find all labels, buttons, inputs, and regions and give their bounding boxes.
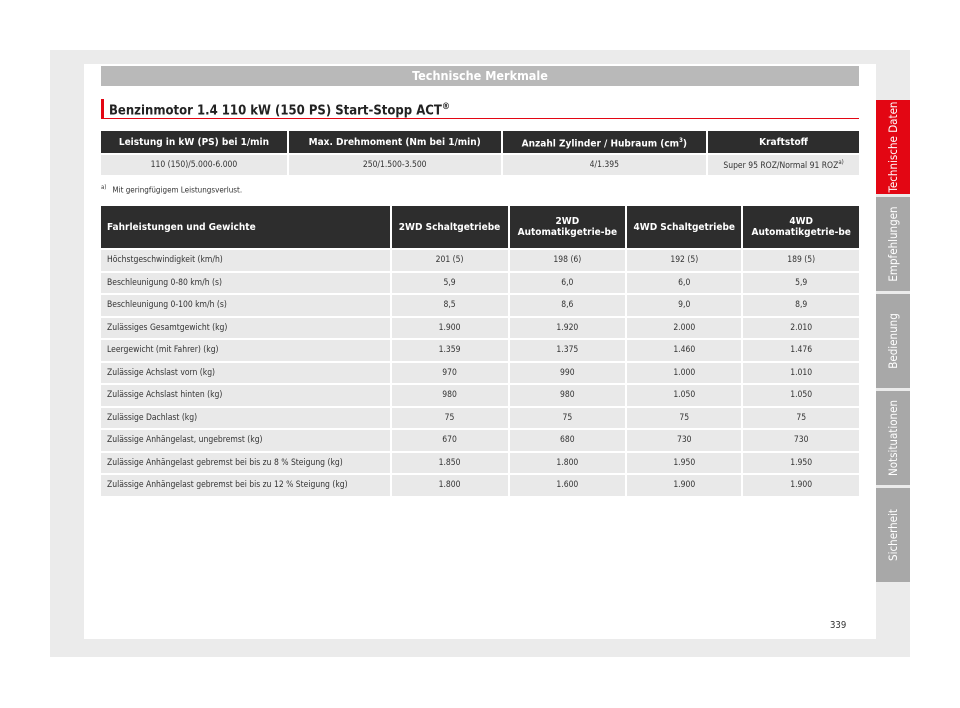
engine-header-torque: Max. Drehmoment (Nm bei 1/min) — [289, 131, 501, 153]
table-cell: 5,9 — [743, 273, 859, 294]
table-cell: 1.900 — [392, 318, 508, 339]
table-row — [101, 273, 859, 294]
table-cell: 198 (6) — [510, 250, 626, 271]
table-row — [101, 453, 859, 474]
table-cell: 730 — [627, 430, 741, 451]
table-cell: 75 — [510, 408, 626, 429]
row-label: Zulässige Dachlast (kg) — [101, 408, 390, 429]
footnote-mark: a) — [101, 184, 107, 191]
engine-cell-power: 110 (150)/5.000-6.000 — [101, 155, 287, 175]
table-row — [101, 385, 859, 406]
perf-header-2wd-manual: 2WD Schaltgetriebe — [392, 206, 508, 248]
performance-table-header-row — [101, 206, 859, 248]
footnote-ref: a) — [838, 159, 844, 167]
table-cell: 2.010 — [743, 318, 859, 339]
table-row — [101, 250, 859, 271]
cubic-superscript: 3 — [679, 136, 683, 144]
table-cell: 1.900 — [743, 475, 859, 496]
table-cell: 201 (5) — [392, 250, 508, 271]
tab-sicherheit[interactable] — [876, 488, 910, 582]
perf-header-4wd-manual: 4WD Schaltgetriebe — [627, 206, 741, 248]
table-cell: 1.010 — [743, 363, 859, 384]
table-cell: 990 — [510, 363, 626, 384]
engine-header-power: Leistung in kW (PS) bei 1/min — [101, 131, 287, 153]
table-cell: 1.950 — [743, 453, 859, 474]
table-cell: 5,9 — [392, 273, 508, 294]
tab-label: Technische Daten — [886, 101, 900, 193]
engine-table-row — [101, 155, 859, 175]
section-title-text: Benzinmotor 1.4 110 kW (150 PS) Start-Stopp ACT — [109, 103, 442, 119]
table-cell: 1.600 — [510, 475, 626, 496]
table-cell: 670 — [392, 430, 508, 451]
row-label: Höchstgeschwindigkeit (km/h) — [101, 250, 390, 271]
table-cell: 1.359 — [392, 340, 508, 361]
engine-header-cylinders — [503, 131, 707, 153]
row-label: Beschleunigung 0-80 km/h (s) — [101, 273, 390, 294]
row-label: Zulässige Anhängelast gebremst bei bis zu 12 % Steigung (kg) — [101, 475, 390, 496]
tab-technische-daten[interactable] — [876, 100, 910, 194]
row-label: Beschleunigung 0-100 km/h (s) — [101, 295, 390, 316]
tab-label: Sicherheit — [886, 509, 900, 561]
engine-cell-torque: 250/1.500-3.500 — [289, 155, 501, 175]
engine-cell-fuel-text: Super 95 ROZ/Normal 91 ROZ — [723, 160, 839, 171]
performance-table-body — [101, 250, 859, 496]
table-cell: 6,0 — [510, 273, 626, 294]
table-cell: 8,5 — [392, 295, 508, 316]
engine-table-header-row — [101, 131, 859, 153]
table-cell: 980 — [510, 385, 626, 406]
perf-header-4wd-auto: 4WD Automatikgetrie-be — [743, 206, 859, 248]
table-cell: 8,9 — [743, 295, 859, 316]
table-cell: 980 — [392, 385, 508, 406]
page-number: 339 — [830, 620, 847, 631]
table-row — [101, 408, 859, 429]
chapter-header: Technische Merkmale — [101, 66, 859, 86]
engine-cell-fuel — [708, 155, 859, 175]
table-cell: 75 — [392, 408, 508, 429]
footnote-text: Mit geringfügigem Leistungsverlust. — [112, 185, 243, 195]
table-row — [101, 475, 859, 496]
table-cell: 1.050 — [743, 385, 859, 406]
engine-cell-cylinders: 4/1.395 — [503, 155, 707, 175]
table-cell: 1.000 — [627, 363, 741, 384]
engine-header-cylinders-text: Anzahl Zylinder / Hubraum (cm — [521, 138, 680, 150]
table-cell: 970 — [392, 363, 508, 384]
table-cell: 9,0 — [627, 295, 741, 316]
tab-label: Empfehlungen — [886, 206, 900, 282]
table-row — [101, 363, 859, 384]
engine-header-cylinders-tail: ) — [682, 138, 687, 150]
row-label: Zulässige Anhängelast, ungebremst (kg) — [101, 430, 390, 451]
row-label: Leergewicht (mit Fahrer) (kg) — [101, 340, 390, 361]
perf-header-label: Fahrleistungen und Gewichte — [101, 206, 390, 248]
registered-mark: ® — [441, 102, 450, 112]
engine-table — [99, 129, 861, 177]
table-cell: 730 — [743, 430, 859, 451]
section-title — [101, 99, 859, 119]
perf-header-2wd-auto: 2WD Automatikgetrie-be — [510, 206, 626, 248]
table-cell: 2.000 — [627, 318, 741, 339]
table-cell: 1.850 — [392, 453, 508, 474]
table-cell: 1.800 — [392, 475, 508, 496]
table-cell: 75 — [627, 408, 741, 429]
tab-bedienung[interactable] — [876, 294, 910, 388]
table-cell: 8,6 — [510, 295, 626, 316]
footnote — [101, 184, 242, 195]
table-cell: 1.476 — [743, 340, 859, 361]
tab-notsituationen[interactable] — [876, 391, 910, 485]
table-row — [101, 318, 859, 339]
table-cell: 1.920 — [510, 318, 626, 339]
row-label: Zulässige Anhängelast gebremst bei bis zu 8 % Steigung (kg) — [101, 453, 390, 474]
table-cell: 1.375 — [510, 340, 626, 361]
table-row — [101, 430, 859, 451]
row-label: Zulässiges Gesamtgewicht (kg) — [101, 318, 390, 339]
table-row — [101, 295, 859, 316]
row-label: Zulässige Achslast vorn (kg) — [101, 363, 390, 384]
table-cell: 1.800 — [510, 453, 626, 474]
table-row — [101, 340, 859, 361]
table-cell: 6,0 — [627, 273, 741, 294]
table-cell: 192 (5) — [627, 250, 741, 271]
tab-label: Notsituationen — [886, 399, 900, 477]
tab-label: Bedienung — [886, 313, 900, 369]
row-label: Zulässige Achslast hinten (kg) — [101, 385, 390, 406]
table-cell: 680 — [510, 430, 626, 451]
table-cell: 1.900 — [627, 475, 741, 496]
table-cell: 75 — [743, 408, 859, 429]
tab-empfehlungen[interactable] — [876, 197, 910, 291]
engine-header-fuel: Kraftstoff — [708, 131, 859, 153]
performance-table — [99, 204, 861, 498]
table-cell: 1.950 — [627, 453, 741, 474]
table-cell: 1.050 — [627, 385, 741, 406]
table-cell: 1.460 — [627, 340, 741, 361]
table-cell: 189 (5) — [743, 250, 859, 271]
